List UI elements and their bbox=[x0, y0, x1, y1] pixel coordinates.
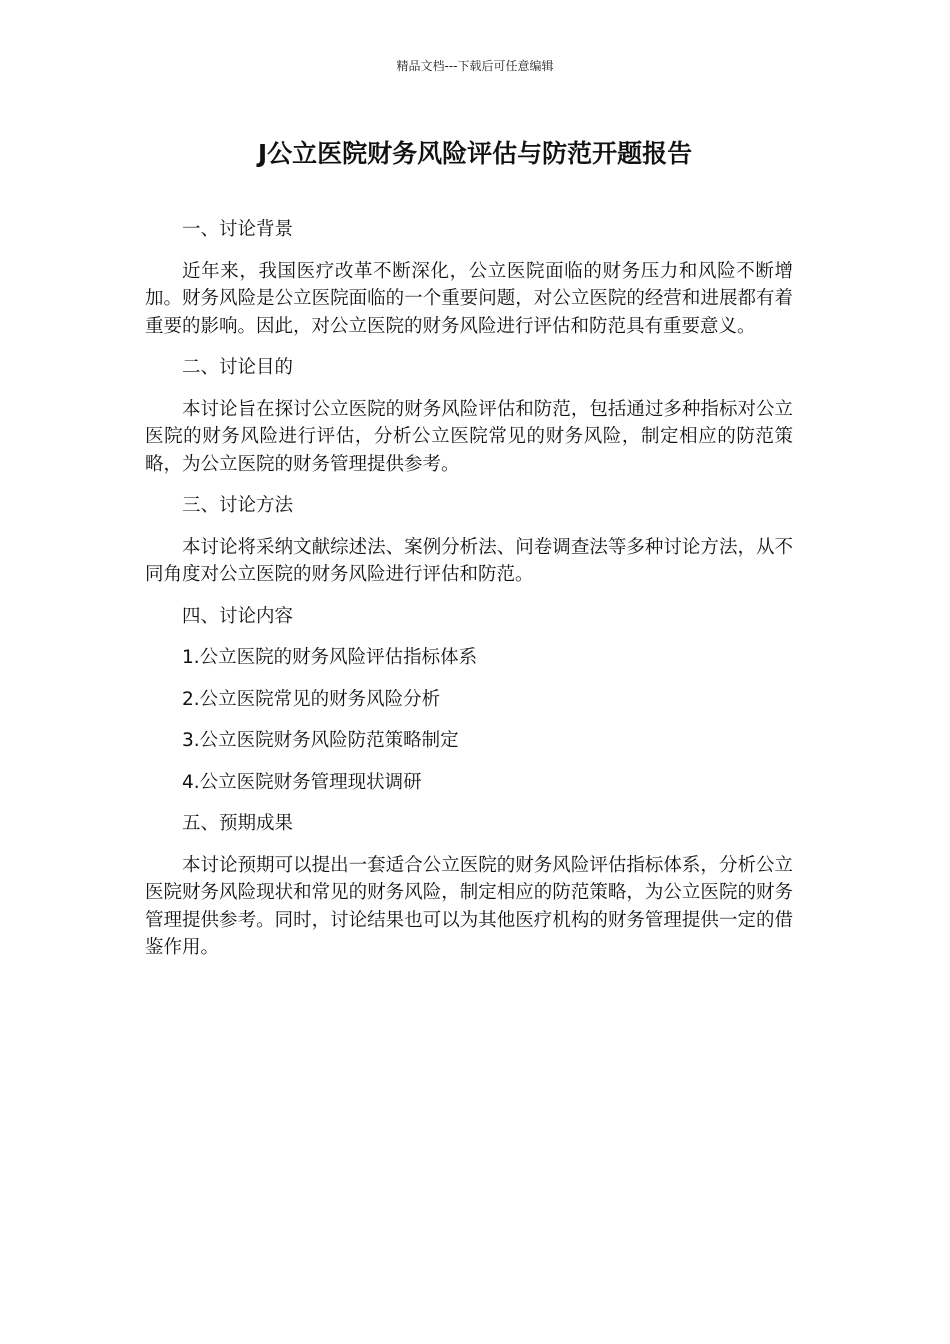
header-note: 精品文档---下载后可任意编辑 bbox=[396, 59, 554, 73]
document-title: J公立医院财务风险评估与防范开题报告 bbox=[257, 139, 693, 168]
content-list-item: 4.公立医院财务管理现状调研 bbox=[182, 771, 422, 793]
content-list-item: 2.公立医院常见的财务风险分析 bbox=[182, 688, 441, 710]
content-list-item: 3.公立医院财务风险防范策略制定 bbox=[182, 730, 459, 751]
section-paragraph-method: 本讨论将采纳文献综述法、案例分析法、问卷调查法等多种讨论方法，从不同角度对公立医院的财务风险进行评估和防范。 bbox=[145, 536, 793, 585]
section-paragraph-outcome: 本讨论预期可以提出一套适合公立医院的财务风险评估指标体系，分析公立医院财务风险现状和常见的财务风险，制定相应的防范策略，为公立医院的财务管理提供参考。同时，讨论结果也可以为其他医疗机构的财务管理提供一定的借鉴作用。 bbox=[145, 854, 793, 958]
document-body bbox=[145, 216, 793, 976]
section-heading-outcome: 五、预期成果 bbox=[182, 813, 294, 834]
section-paragraph-purpose: 本讨论旨在探讨公立医院的财务风险评估和防范，包括通过多种指标对公立医院的财务风险进行评估，分析公立医院常见的财务风险，制定相应的防范策略，为公立医院的财务管理提供参考。 bbox=[145, 398, 793, 475]
section-heading-method: 三、讨论方法 bbox=[182, 495, 294, 516]
section-heading-purpose: 二、讨论目的 bbox=[182, 357, 294, 378]
section-heading-content: 四、讨论内容 bbox=[182, 605, 294, 627]
section-heading-background: 一、讨论背景 bbox=[182, 219, 294, 240]
section-paragraph-background: 近年来，我国医疗改革不断深化，公立医院面临的财务压力和风险不断增加。财务风险是公立医院面临的一个重要问题，对公立医院的经营和进展都有着重要的影响。因此，对公立医院的财务风险进行评估和防范具有重要意义。 bbox=[145, 260, 793, 337]
content-list-item: 1.公立医院的财务风险评估指标体系 bbox=[182, 647, 478, 668]
